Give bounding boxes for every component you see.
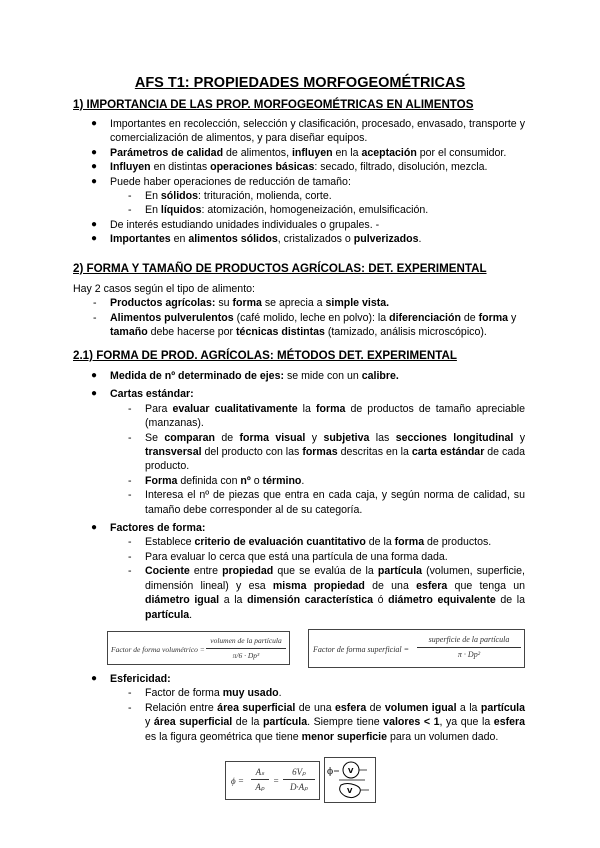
formula-volumetric-shape-factor: Factor de forma volumétrico = volumen de la partícula π/6 · Dp³ [107, 631, 290, 665]
list-item: - Cociente entre propiedad que se evalúa de la partícula (volumen, superficie, dimensión lineal) y esa misma propiedad de una esfera que tenga un diámetro igual a la dimensión característica ó diámetro equivalente de la partícula. [128, 565, 526, 621]
section-2-body [73, 282, 525, 340]
list-item: - Alimentos pulverulentos (café molido, leche en polvo): la diferenciación de forma y tamaño debe hacerse por técnicas distintas (tamizado, análisis microscópico). [93, 311, 517, 339]
section-2-heading: 2) FORMA Y TAMAÑO DE PRODUCTOS AGRÍCOLAS: DET. EXPERIMENTAL [73, 262, 487, 275]
page-title: AFS T1: PROPIEDADES MORFOGEOMÉTRICAS [134, 75, 466, 91]
list-item: - Forma definida con nº o término. [128, 474, 305, 487]
section-2-1-list [73, 369, 525, 622]
formula-surface-shape-factor: Factor de forma superficial = superficie de la partícula π · Dp² [308, 629, 525, 668]
list-item: ● Esfericidad: [91, 673, 171, 685]
list-item: - En sólidos: trituración, molienda, corte. [128, 190, 332, 203]
svg-text:V: V [348, 767, 354, 775]
list-item: ● Puede haber operaciones de reducción de tamaño: [91, 175, 351, 188]
list-item: ● Importantes en recolección, selección y clasificación, procesado, envasado, transporte y comercialización de alimentos, y para diseñar equipos. [91, 118, 525, 145]
list-item: ● Medida de nº determinado de ejes: se mide con un calibre. [91, 370, 399, 382]
list-item: - Establece criterio de evaluación cuantitativo de la forma de productos. [128, 536, 492, 549]
list-item: - Para evaluar lo cerca que está una partícula de una forma dada. [128, 550, 448, 563]
sphericity-list [73, 672, 525, 744]
list-item: - Interesa el nº de piezas que entra en cada caja, y según norma de calidad, su tamaño debe corresponder al de su categoría. [128, 489, 525, 516]
list-item: ● Cartas estándar: [91, 388, 194, 401]
list-item: ● Influyen en distintas operaciones básicas: secado, filtrado, disolución, mezcla. [91, 161, 488, 174]
phi-symbol: ϕ [327, 767, 334, 777]
list-item: - Relación entre área superficial de una esfera de volumen igual a la partícula y área superficial de la partícula. Siempre tiene valores < 1, ya que la esfera es la figura geométrica que tiene menor superficie para un volumen dado. [128, 701, 526, 743]
list-item: - Factor de forma muy usado. [128, 687, 282, 700]
section-1-list [73, 117, 525, 247]
list-item: - Para evaluar cualitativamente la forma de productos de tamaño apreciable (manzanas). [128, 402, 525, 430]
list-item: - Se comparan de forma visual y subjetiva las secciones longitudinal y transversal del producto con las formas descritas en la carta estándar de cada producto. [128, 431, 526, 473]
list-item: ● De interés estudiando unidades individuales o grupales. - [91, 218, 380, 231]
svg-text:V: V [347, 787, 353, 795]
sphericity-diagram [324, 757, 376, 803]
list-item: ● Factores de forma: [91, 522, 206, 535]
list-item: ● Importantes en alimentos sólidos, cristalizados o pulverizados. [91, 233, 422, 246]
section-1-heading: 1) IMPORTANCIA DE LAS PROP. MORFOGEOMÉTRICAS EN ALIMENTOS [73, 98, 474, 111]
formula-sphericity: ϕ = $\frac{\text{Aₛ}}{\text{Aₚ}}$ = $\frac{\text{6Vₚ}}{\text{D·Aₚ}}$ [225, 761, 320, 800]
list-item: ● Parámetros de calidad de alimentos, influyen en la aceptación por el consumidor. [91, 146, 507, 159]
section-2-intro: Hay 2 casos según el tipo de alimento: [73, 283, 255, 295]
section-2-1-heading: 2.1) FORMA DE PROD. AGRÍCOLAS: MÉTODOS DET. EXPERIMENTAL [73, 349, 457, 362]
list-item: - Productos agrícolas: su forma se aprecia a simple vista. [93, 297, 390, 310]
list-item: - En líquidos: atomización, homogeneización, emulsificación. [128, 204, 429, 217]
